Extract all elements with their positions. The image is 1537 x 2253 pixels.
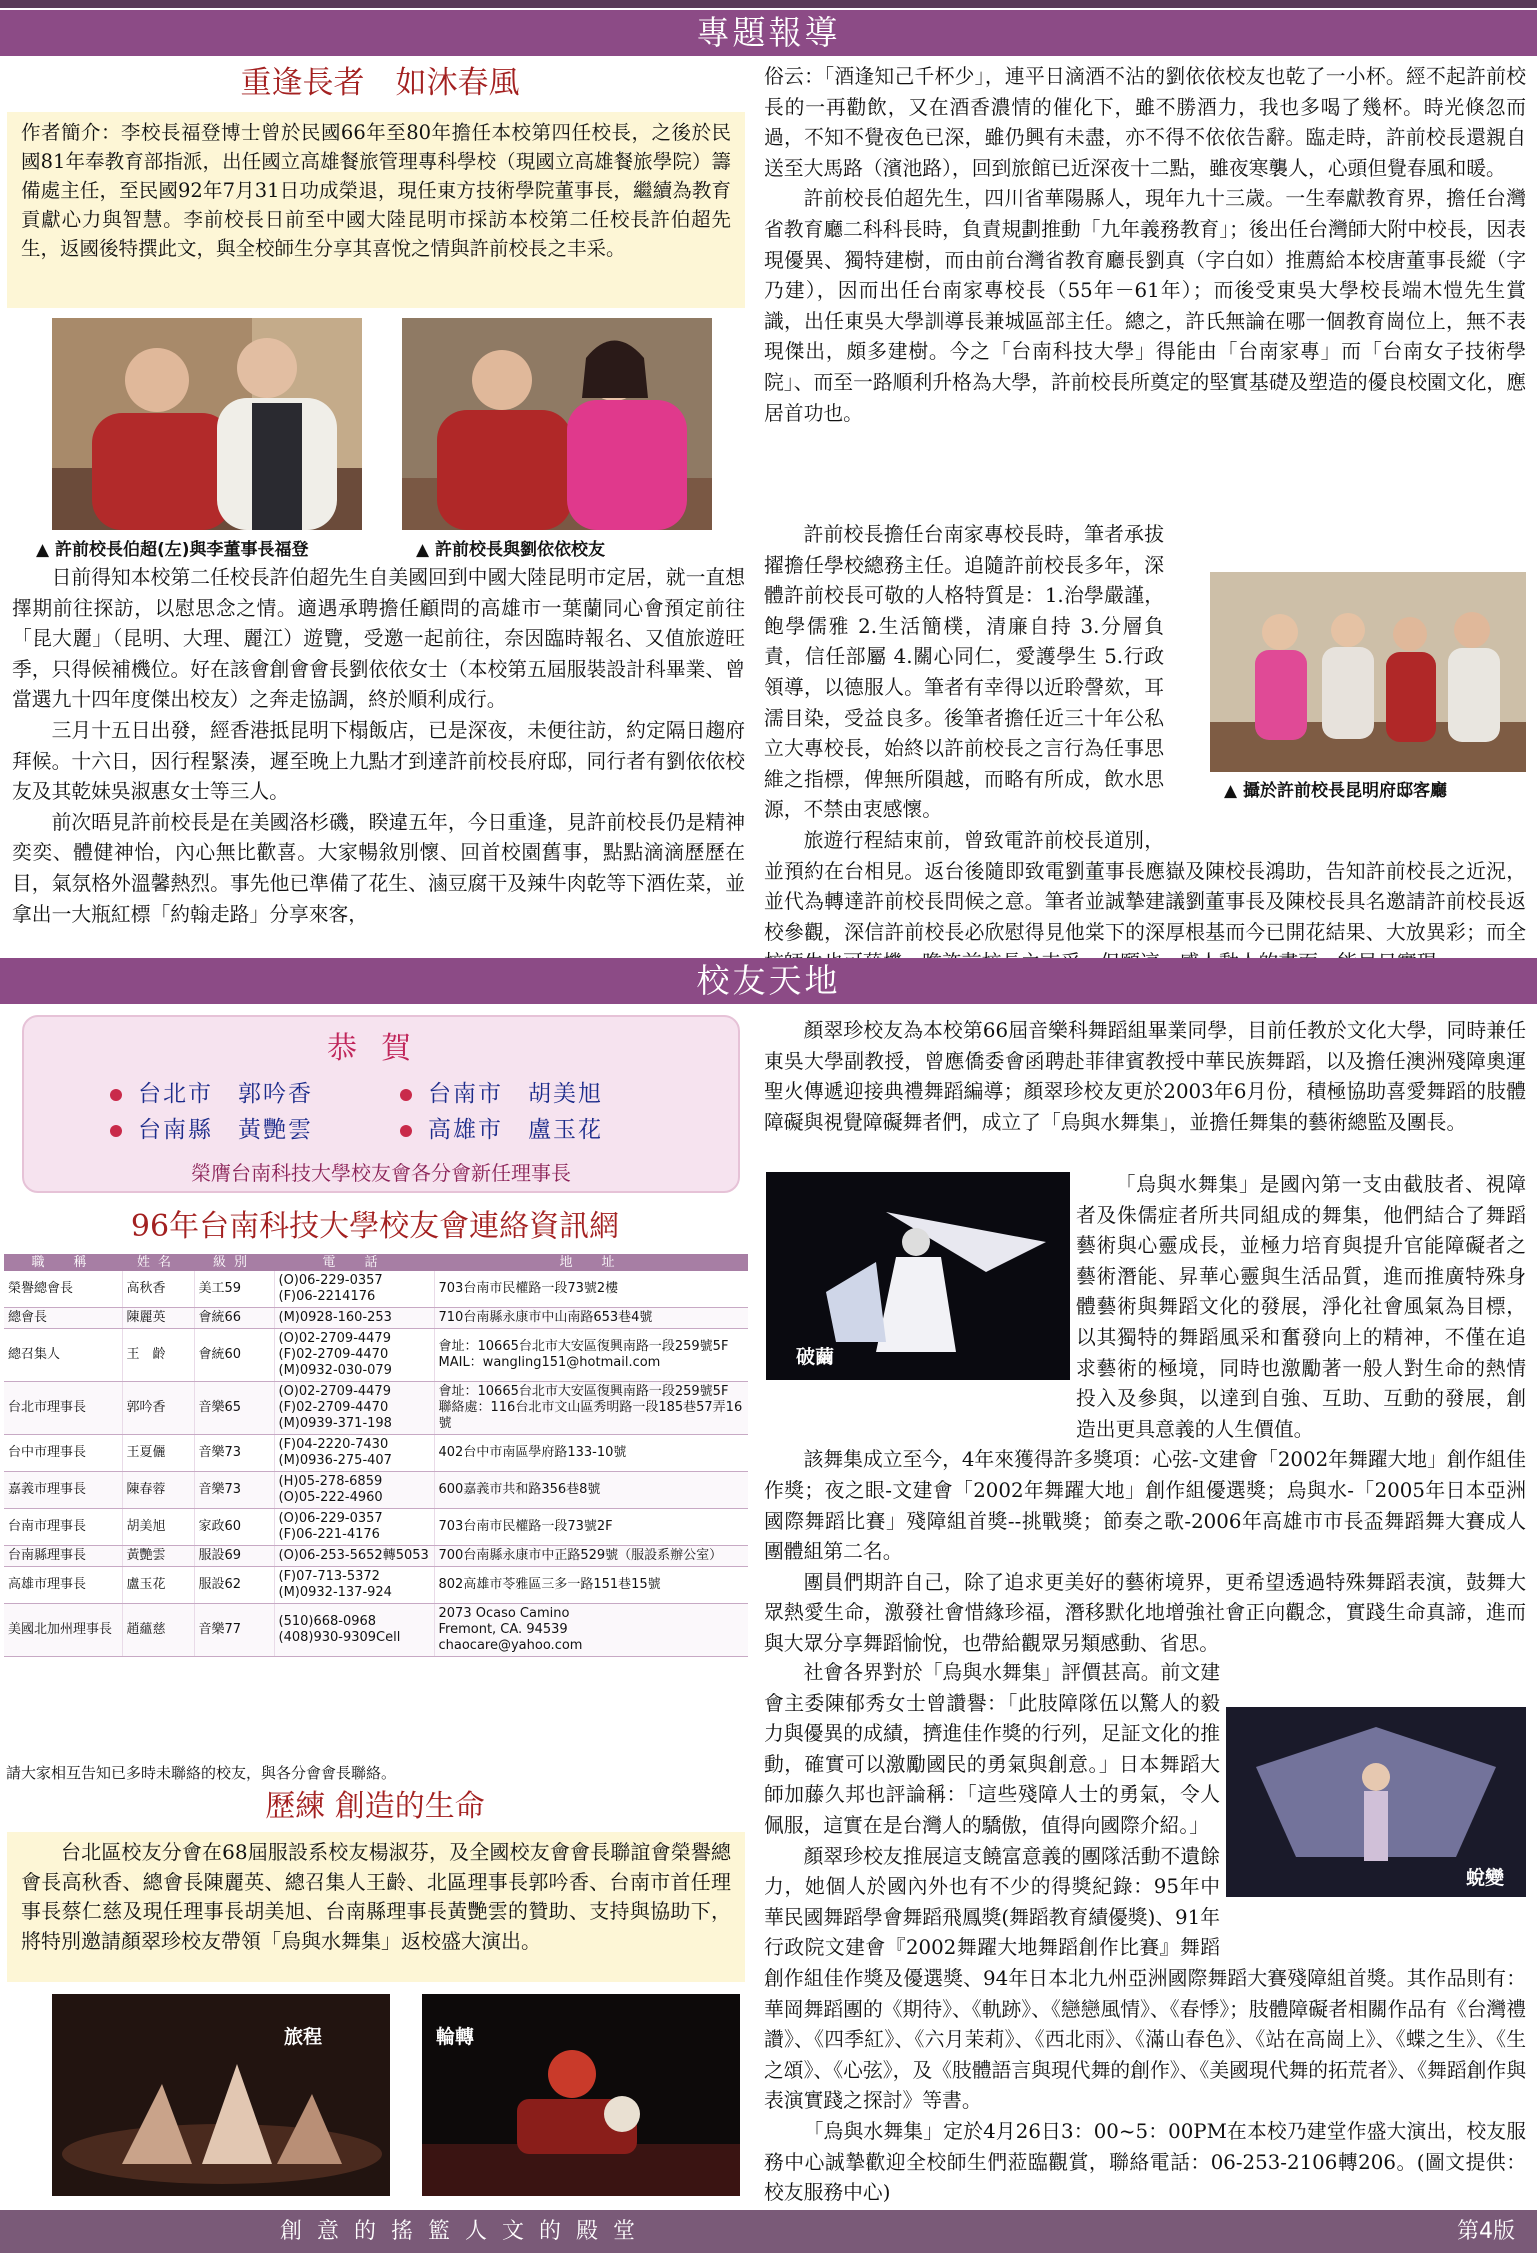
table-cell: 榮譽總會長 (4, 1271, 122, 1308)
congratulations-box (22, 1015, 740, 1193)
table-cell: 高秋香 (122, 1271, 194, 1308)
table-row (4, 1329, 748, 1382)
table-cell: 會統60 (194, 1329, 274, 1382)
column-header: 電 話 (274, 1254, 434, 1271)
footer-slogan: 創 意 的 搖 籃 人 文 的 殿 堂 (280, 2219, 639, 2244)
photo-journey (52, 1994, 390, 2196)
table-cell: 台南縣理事長 (4, 1546, 122, 1567)
table-row (4, 1382, 748, 1435)
article2-title: 歷練 創造的生命 (265, 1789, 485, 1824)
table-cell: 總召集人 (4, 1329, 122, 1382)
table-cell: 600嘉義市共和路356巷8號 (434, 1472, 748, 1509)
table-cell: 胡美旭 (122, 1509, 194, 1546)
congrats-name: 台北市 郭吟香 (110, 1075, 313, 1108)
table-cell: 2073 Ocaso Camino Fremont, CA. 94539 chaocare@yahoo.com (434, 1604, 748, 1657)
table-cell: 700台南縣永康市中正路529號（服設系辦公室） (434, 1546, 748, 1567)
paragraph: 「烏與水舞集」定於4月26日3：00~5：00PM在本校乃建堂作盛大演出，校友服務中心誠摯歡迎全校師生們蒞臨觀賞，聯絡電話：06-253-2106轉206。(圖文提供：校友服務中心) (764, 2119, 1526, 2205)
table-cell: 音樂65 (194, 1382, 274, 1435)
article2-intro: 台北區校友分會在68屆服設系校友楊淑芬，及全國校友會會長聯誼會榮譽總會長高秋香、總會長陳麗英、總召集人王齡、北區理事長郭吟香、台南市首任理事長蔡仁慈及現任理事長胡美旭、台南縣理事長黃艷雲的贊助、支持與協助下，將特別邀請顏翠珍校友帶領「烏與水舞集」返校盛大演出。 (7, 1832, 745, 1982)
table-cell: (M)0928-160-253 (274, 1308, 434, 1329)
table-cell: (F)07-713-5372 (M)0932-137-924 (274, 1567, 434, 1604)
footer-bar (0, 2210, 1537, 2253)
paragraph: 社會各界對於「烏與水舞集」評價甚高。前文建會主委陳郁秀女士曾讚譽：「此肢障隊伍以驚人的毅力與優異的成績，擠進佳作獎的行列，足証文化的推動，確實可以激勵國民的勇氣與創意。」日本舞蹈大師加藤久邦也評論稱：「這些殘障人士的勇氣，令人佩服，這實在是台灣人的驕傲，值得向國際介紹。」 (764, 1661, 1220, 1837)
table-cell: 會統66 (194, 1308, 274, 1329)
section-header-bottom: 校友天地 (0, 958, 1537, 1004)
table-cell: 黃艷雲 (122, 1546, 194, 1567)
table-row (4, 1604, 748, 1657)
table-cell: 美國北加州理事長 (4, 1604, 122, 1657)
table-cell: 703台南市民權路一段73號2F (434, 1509, 748, 1546)
photo-label: 蛻變 (1466, 1867, 1505, 1889)
article2-wrap-1 (764, 1170, 1526, 1660)
table-cell: 美工59 (194, 1271, 274, 1308)
table-cell: 710台南縣永康市中山南路653巷4號 (434, 1308, 748, 1329)
photo-float-spacer (764, 1170, 1076, 1415)
table-cell: 音樂73 (194, 1435, 274, 1472)
photo-hsu-and-liu (402, 318, 712, 530)
table-cell: 郭吟香 (122, 1382, 194, 1435)
paragraph: 旅遊行程結束前，曾致電許前校長道別，並預約在台相見。返台後隨即致電劉董事長應嶽及陳校長鴻助，告知許前校長之近況，並代為轉達許前校長問候之意。筆者並誠摯建議劉董事長及陳校長具名邀請許前校長返校參觀，深信許前校長必欣慰得見他棠下的深厚根基而今已開花結果、大放異彩；而全 (764, 828, 1526, 944)
paragraph: 許前校長擔任台南家專校長時，筆者承拔擢擔任學校總務主任。追隨許前校長多年，深體許前校長可敬的人格特質是：1.治學嚴謹，飽學儒雅 2.生活簡樸，清廉自持 3.分層負責，信任部屬 4.關心同仁，愛護學生 5.行政領導，以德服人。筆者有幸得以近聆謦欬，耳濡目染，受益良多。後筆者擔任近三十年公私立大專校長，始終以許前校長之言行為任事思維之指標，俾無所隕越，而略有所成，飲水思源，不禁由衷感懷。 (764, 523, 1164, 822)
congrats-name: 台南縣 黃艷雲 (110, 1111, 313, 1144)
contacts-note: 請大家相互告知已多時未聯絡的校友，與各分會會長聯絡。 (6, 1764, 397, 1782)
bullet-icon (110, 1125, 122, 1137)
paragraph: 顏翠珍校友為本校第66屆音樂科舞蹈組畢業同學，目前任教於文化大學，同時兼任東吳大學副教授，曾應僑委會函聘赴菲律賓教授中華民族舞蹈，以及擔任澳洲殘障奧運聖火傳遞迎接典禮舞蹈編導；顏翠珍校友更於2003年6月份，積極協助喜愛舞蹈的肢體障礙與視覺障礙舞者們，成立了「烏與水舞集」，並擔任舞集的藝術總監及團長。 (764, 1019, 1526, 1134)
table-row (4, 1567, 748, 1604)
table-cell: 家政60 (194, 1509, 274, 1546)
table-cell: 802高雄市苓雅區三多一路151巷15號 (434, 1567, 748, 1604)
caption-photo-1: ▲ 許前校長伯超(左)與李董事長福登 (36, 540, 309, 560)
table-cell: (O)06-229-0357 (F)06-2214176 (274, 1271, 434, 1308)
photo-label: 輪轉 (436, 2026, 475, 2048)
table-cell: (F)04-2220-7430 (M)0936-275-407 (274, 1435, 434, 1472)
table-cell: 總會長 (4, 1308, 122, 1329)
photo-label: 旅程 (284, 2026, 323, 2048)
table-cell: 高雄市理事長 (4, 1567, 122, 1604)
table-cell: (510)668-0968 (408)930-9309Cell (274, 1604, 434, 1657)
table-cell: 王 齡 (122, 1329, 194, 1382)
table-cell: 陳麗英 (122, 1308, 194, 1329)
section-header-top: 專題報導 (0, 10, 1537, 56)
photo-hsu-and-lee (52, 318, 362, 530)
table-cell: 台中市理事長 (4, 1435, 122, 1472)
congrats-name: 高雄市 盧玉花 (400, 1111, 603, 1144)
table-row (4, 1435, 748, 1472)
caption-photo-3: ▲ 攝於許前校長昆明府邸客廳 (1224, 781, 1447, 801)
bullet-icon (110, 1089, 122, 1101)
congrats-name: 台南市 胡美旭 (400, 1075, 603, 1108)
table-cell: 盧玉花 (122, 1567, 194, 1604)
column-header: 姓名 (122, 1254, 194, 1271)
photo-rotation (422, 1994, 740, 2196)
photo-label: 破繭 (796, 1346, 835, 1368)
table-cell: (O)02-2709-4479 (F)02-2709-4470 (M)0932-030-079 (274, 1329, 434, 1382)
paragraph: 日前得知本校第二任校長許伯超先生自美國回到中國大陸昆明市定居，就一直想擇期前往探訪，以慰思念之情。適遇承聘擔任顧問的高雄市一葉蘭同心會預定前往「昆大麗」（昆明、大理、麗江）遊覽，受邀一起前往，奈因臨時報名、又值旅遊旺季，只得候補機位。好在該會創會會長劉依依女士（本校第五屆服裝設計科畢業、曾當選九十四年度傑出校友）之奔走協調，終於順利成行。 (12, 566, 745, 712)
table-cell: (O)06-229-0357 (F)06-221-4176 (274, 1509, 434, 1546)
article2-wrap-2 (764, 1658, 1526, 2209)
congrats-footer: 榮膺台南科技大學校友會各分會新任理事長 (191, 1161, 571, 1185)
paragraph: 顏翠珍校友推展這支饒富意義的團隊活動不遺餘力，她個人於國內外也有不少的得獎紀錄：95年中華民國舞蹈學會舞蹈飛鳳獎(舞蹈教育績優獎)、91年行政院文建會『2002舞躍大地舞蹈創作比賽』舞蹈創作組佳作獎及優選獎、94年日本北九州亞洲國際舞蹈大賽殘障組首獎。其作品則有：華岡舞蹈團的《期待》、《軌跡》、《戀戀風情》、《春悸》；肢體障礙者相關作品有《台灣禮讚》、《四季紅》、《六月茉莉》、《西北雨》、《滿山春色》、《站在高崗上》、《蝶之生》、《生之頌》、《心弦》，及《肢體語言與現代舞的創作》、《美國現代舞的拓荒者》、《舞蹈創作與表演實踐之探討》等書。 (764, 1844, 1526, 2113)
top-rule (0, 0, 1537, 8)
table-cell: 台南市理事長 (4, 1509, 122, 1546)
page-number: 第4版 (1457, 2219, 1515, 2244)
table-cell: 音樂77 (194, 1604, 274, 1657)
paragraph: 三月十五日出發，經香港抵昆明下榻飯店，已是深夜，未便往訪，約定隔日趨府拜候。十六日，因行程緊湊，遲至晚上九點才到達許前校長府邸，同行者有劉依依校友及其乾妹吳淑惠女士等三人。 (12, 718, 745, 804)
table-cell: 王夏儷 (122, 1435, 194, 1472)
table-cell: 台北市理事長 (4, 1382, 122, 1435)
table-row (4, 1546, 748, 1567)
contacts-table (4, 1254, 748, 1657)
caption-photo-2: ▲ 許前校長與劉依依校友 (416, 540, 605, 560)
column-header: 級別 (194, 1254, 274, 1271)
table-cell: 嘉義市理事長 (4, 1472, 122, 1509)
table-row (4, 1271, 748, 1308)
paragraph: 團員們期許自己，除了追求更美好的藝術境界，更希望透過特殊舞蹈表演，鼓舞大眾熱愛生命，激發社會惜緣珍福，潛移默化地增強社會正向觀念，實踐生命真諦，進而與大眾分享舞蹈愉悅，也帶給觀眾另類感動、省思。 (764, 1570, 1526, 1655)
table-cell: (H)05-278-6859 (O)05-222-4960 (274, 1472, 434, 1509)
article1-title: 重逢長者 如沐春風 (240, 65, 520, 101)
contacts-title: 96年台南科技大學校友會連絡資訊網 (130, 1209, 620, 1244)
table-cell: 402台中市南區學府路133-10號 (434, 1435, 748, 1472)
column-header: 地 址 (434, 1254, 748, 1271)
article1-intro: 作者簡介：李校長福登博士曾於民國66年至80年擔任本校第四任校長，之後於民國81年奉教育部指派，出任國立高雄餐旅管理專科學校（現國立高雄餐旅學院）籌備處主任，至民國92年7月31日功成榮退，現任東方技術學院董事長，繼續為教育貢獻心力與智慧。李前校長日前至中國大陸昆明市採訪本校第二任校長許伯超先生，返國後特撰此文，與全校師生分享其喜悅之情與許前校長之丰采。 (7, 112, 745, 308)
table-cell: 會址：10665台北市大安區復興南路一段259號5F 聯絡處：116台北市文山區秀明路一段185巷57弄16號 (434, 1382, 748, 1435)
article2-right-column (764, 1016, 1526, 1138)
photo-living-room (1210, 572, 1526, 772)
table-cell: 服設62 (194, 1567, 274, 1604)
table-cell: (O)02-2709-4479 (F)02-2709-4470 (M)0939-371-198 (274, 1382, 434, 1435)
congrats-heading: 恭賀 (327, 1031, 435, 1066)
paragraph: 前次晤見許前校長是在美國洛杉磯，睽違五年，今日重逢，見許前校長仍是精神奕奕、體健神怡，內心無比歡喜。大家暢敘別懷、回首校園舊事，點點滴滴歷歷在目，氣氛格外溫馨熱烈。事先他已準備了花生、滷豆腐干及辣牛肉乾等下酒佐菜，並拿出一大瓶紅標「約翰走路」分享來客， (12, 810, 745, 926)
paragraph: 許前校長伯超先生，四川省華陽縣人，現年九十三歲。一生奉獻教育界，擔任台灣省教育廳二科科長時，負責規劃推動「九年義務教育」；後出任台灣師大附中校長，因表現優異、獨特建樹，而由前台灣省教育廳長劉真（字白如）推薦給本校唐董事長縱（字乃建），因而出任台南家專校長（55年－61年）；而後受東吳大學校長端木愷先生賞識，出任東吳大學訓導長兼城區部主任。總之，許氏無論在哪一個教育崗位上，無不表現傑出，頗多建樹。今之「台南科技大學」得能由「台南家專」而「台南女子技術學院」、而至一路順利升格為大學，許前校長所奠定的堅實基礎及塑造的優良校園文化，應居首功也。 (764, 187, 1526, 425)
table-cell: 服設69 (194, 1546, 274, 1567)
paragraph: 該舞集成立至今，4年來獲得許多獎項：心弦-文建會「2002年舞躍大地」創作組佳作獎；夜之眼-文建會「2002年舞躍大地」創作組優選獎；烏與水-「2005年日本亞洲國際舞蹈比賽」殘障組首獎--挑戰獎；節奏之歌-2006年高雄市市長盃舞蹈舞大賽成人團體組第二名。 (764, 1448, 1526, 1564)
article1-left-column (12, 563, 745, 930)
table-cell: 音樂73 (194, 1472, 274, 1509)
photo-float-spacer (1220, 1704, 1526, 1949)
table-cell: 陳春蓉 (122, 1472, 194, 1509)
table-cell: 會址：10665台北市大安區復興南路一段259號5F MAIL：wangling151@hotmail.com (434, 1329, 748, 1382)
table-cell: 趙蘊慈 (122, 1604, 194, 1657)
column-header: 職 稱 (4, 1254, 122, 1271)
table-row (4, 1472, 748, 1509)
bullet-icon (400, 1089, 412, 1101)
table-cell: 703台南市民權路一段73號2樓 (434, 1271, 748, 1308)
paragraph: 俗云：「酒逢知己千杯少」，連平日滴酒不沾的劉依依校友也乾了一小杯。經不起許前校長的一再勸飲，又在酒香濃情的催化下，雖不勝酒力，我也多喝了幾杯。時光倏忽而過，不知不覺夜色已深，雖仍興有未盡，亦不得不依依告辭。臨走時，許前校長還親自送至大馬路（濱池路），回到旅館已近深夜十二點，雖夜寒襲人，心頭但覺春風和暖。 (764, 65, 1526, 180)
paragraph: 「烏與水舞集」是國內第一支由截肢者、視障者及侏儒症者所共同組成的舞集，他們結合了舞蹈藝術與心靈成長，並極力培育與提升官能障礙者之藝術潛能、昇華心靈與生活品質，進而推廣特殊身體藝術與舞蹈文化的發展，淨化社會風氣為目標，以其獨特的舞蹈風采和奮發向上的精神，不僅在追求藝術的極境，同時也激勵著一般人對生命的熱情投入及參與，以達到自強、互助、互動的發展，創造出更具意義的人生價值。 (1076, 1173, 1526, 1441)
article1-right-column-top (764, 62, 1526, 429)
table-cell: (O)06-253-5652轉5053 (274, 1546, 434, 1567)
table-row (4, 1308, 748, 1329)
table-header-row (4, 1254, 748, 1271)
bullet-icon (400, 1125, 412, 1137)
table-row (4, 1509, 748, 1546)
